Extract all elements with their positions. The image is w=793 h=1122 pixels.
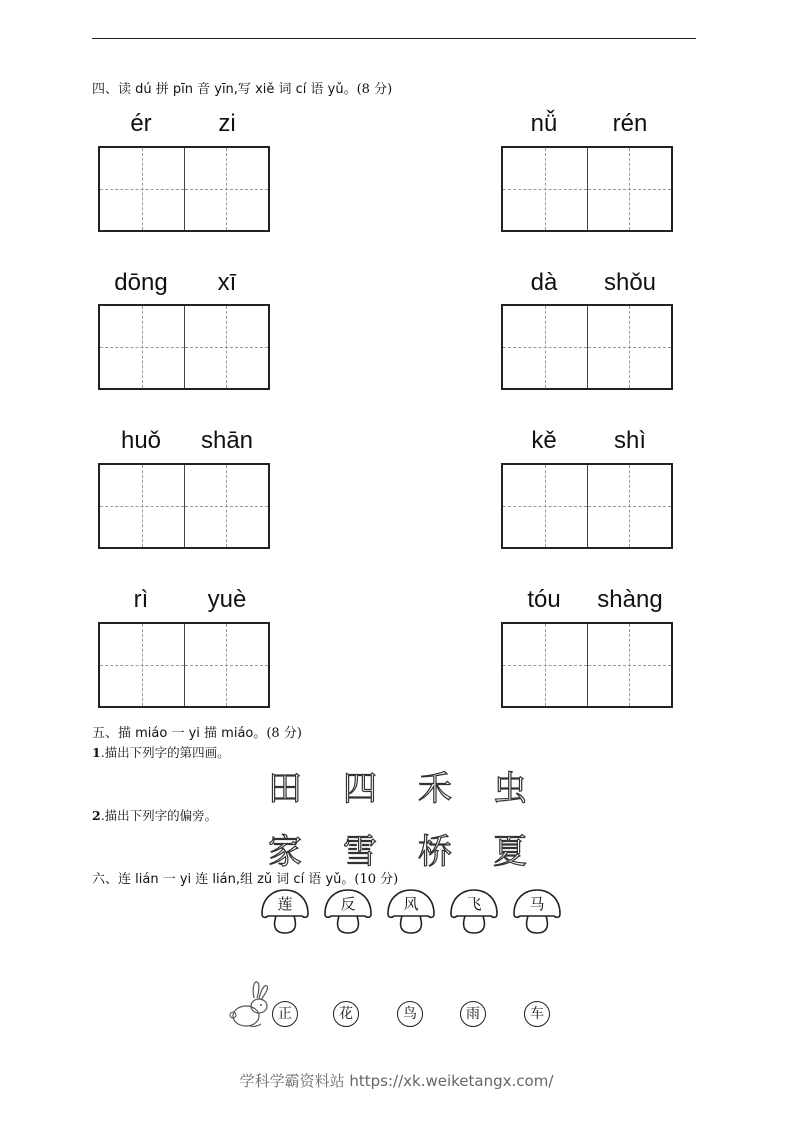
mushroom-card[interactable] <box>259 888 311 936</box>
grid-cell[interactable] <box>100 465 184 547</box>
pinyin: nǚ <box>530 110 558 137</box>
circle-char[interactable]: 雨 <box>460 1001 486 1027</box>
pinyin: kě <box>531 427 557 454</box>
top-rule <box>92 38 696 39</box>
grid-cell[interactable] <box>503 148 587 230</box>
writing-grid[interactable] <box>501 146 673 232</box>
section6-title: 六、连 lián 一 yi 连 lián,组 zǔ 词 cí 语 yǔ。 <box>92 872 355 887</box>
circle-char[interactable]: 鸟 <box>397 1001 423 1027</box>
mushroom-card[interactable] <box>322 888 374 936</box>
pinyin: shǒu <box>603 269 657 296</box>
footer-watermark: 学科学霸资料站 https://xk.weiketangx.com/ <box>239 1072 554 1090</box>
writing-grid[interactable] <box>98 622 270 708</box>
grid-cell[interactable] <box>587 624 671 706</box>
grid-cell[interactable] <box>503 624 587 706</box>
mushroom-card[interactable] <box>511 888 563 936</box>
grid-cell[interactable] <box>587 306 671 388</box>
trace-character[interactable]: 田 <box>268 769 302 809</box>
question-number: 1 <box>92 745 101 760</box>
trace-character[interactable]: 家 <box>268 832 302 872</box>
section5-heading <box>92 722 302 741</box>
pinyin: rì <box>133 586 149 613</box>
trace-character[interactable]: 雪 <box>343 832 377 872</box>
mushroom-card[interactable] <box>448 888 500 936</box>
circle-char[interactable]: 正 <box>272 1001 298 1027</box>
question-2 <box>92 806 217 824</box>
pinyin: dōng <box>114 269 168 296</box>
question-text: .描出下列字的偏旁。 <box>100 808 218 823</box>
section4-heading <box>92 78 392 97</box>
writing-grid[interactable] <box>501 463 673 549</box>
pinyin: zi <box>218 110 236 137</box>
grid-cell[interactable] <box>587 148 671 230</box>
grid-cell[interactable] <box>184 148 268 230</box>
writing-grid[interactable] <box>501 622 673 708</box>
pinyin: shàng <box>597 586 663 613</box>
grid-cell[interactable] <box>503 306 587 388</box>
question-number: 2 <box>92 808 101 823</box>
grid-cell[interactable] <box>587 465 671 547</box>
circle-char[interactable]: 车 <box>524 1001 550 1027</box>
pinyin: ér <box>130 110 152 137</box>
pinyin: tóu <box>527 586 561 613</box>
section4-title: 四、读 dú 拼 pīn 音 yīn,写 xiě 词 cí 语 yǔ。 <box>92 82 357 97</box>
section4-score: (8 分) <box>356 82 393 97</box>
mushroom-char: 莲 <box>277 895 293 913</box>
pinyin: huǒ <box>120 427 162 454</box>
trace-character[interactable]: 桥 <box>418 832 452 872</box>
trace-character[interactable]: 禾 <box>418 769 452 809</box>
pinyin: dà <box>530 269 558 296</box>
grid-cell[interactable] <box>184 624 268 706</box>
trace-character[interactable]: 四 <box>343 769 377 809</box>
grid-cell[interactable] <box>100 148 184 230</box>
trace-character[interactable]: 虫 <box>493 769 527 809</box>
grid-cell[interactable] <box>184 306 268 388</box>
mushroom-char: 马 <box>529 895 545 913</box>
pinyin: shì <box>613 427 646 454</box>
writing-grid[interactable] <box>98 146 270 232</box>
mushroom-char: 反 <box>340 895 356 913</box>
grid-cell[interactable] <box>100 624 184 706</box>
circle-char[interactable]: 花 <box>333 1001 359 1027</box>
mushroom-char: 风 <box>403 895 419 913</box>
pinyin: yuè <box>207 586 247 613</box>
pinyin: xī <box>217 269 237 296</box>
question-1 <box>92 743 230 761</box>
section5-score: (8 分) <box>266 726 302 741</box>
writing-grid[interactable] <box>98 304 270 390</box>
rabbit-icon <box>228 980 274 1030</box>
question-text: .描出下列字的第四画。 <box>100 745 230 760</box>
trace-character[interactable]: 夏 <box>493 832 527 872</box>
writing-grid[interactable] <box>501 304 673 390</box>
pinyin: rén <box>612 110 648 137</box>
section6-score: (10 分) <box>354 872 399 887</box>
grid-cell[interactable] <box>100 306 184 388</box>
section6-heading <box>92 868 398 887</box>
pinyin: shān <box>200 427 254 454</box>
mushroom-char: 飞 <box>466 895 482 913</box>
grid-cell[interactable] <box>503 465 587 547</box>
mushroom-card[interactable] <box>385 888 437 936</box>
writing-grid[interactable] <box>98 463 270 549</box>
section5-title: 五、描 miáo 一 yi 描 miáo。 <box>92 726 267 741</box>
grid-cell[interactable] <box>184 465 268 547</box>
